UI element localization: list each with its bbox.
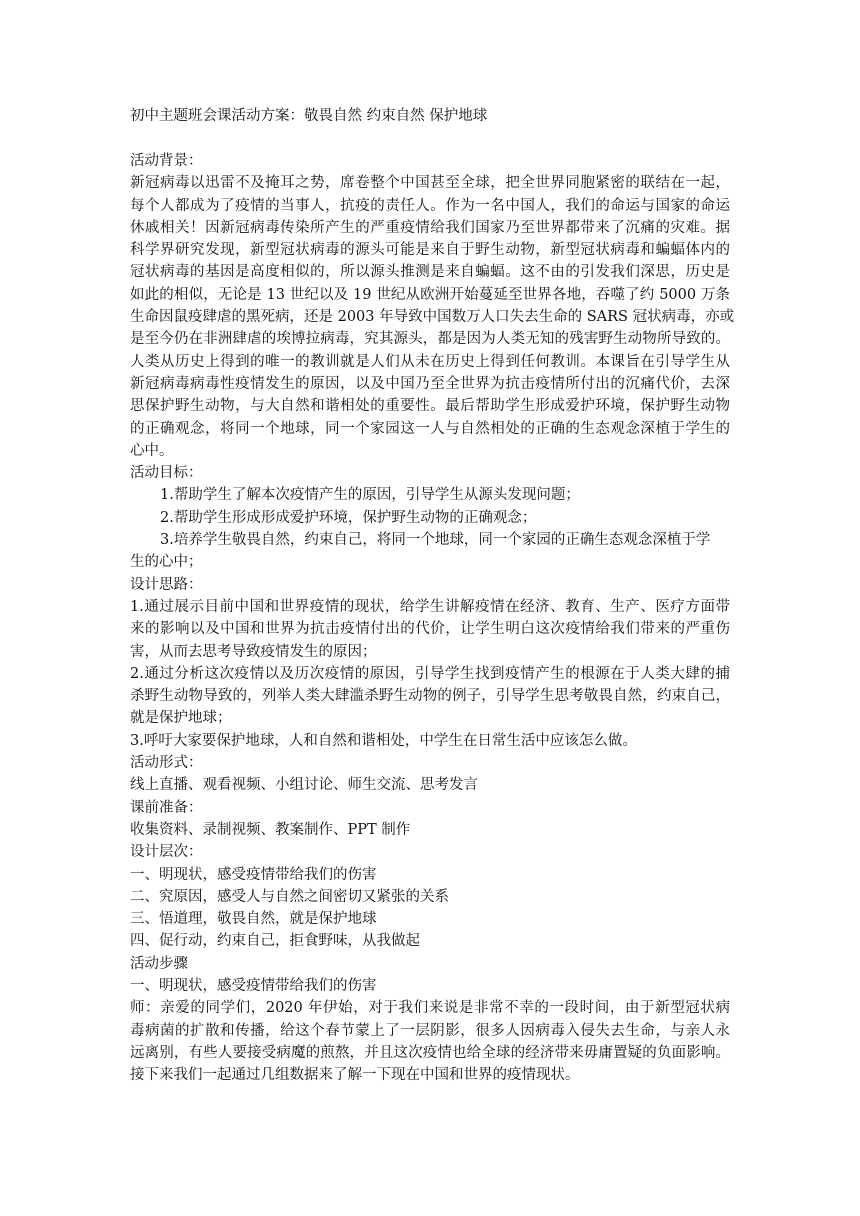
teacher-line: 师：亲爱的同学们，2020 年伊始，对于我们来说是非常不幸的一段时间，由于新型冠状病 [130, 1000, 730, 1017]
goals-heading: 活动目标： [130, 465, 203, 482]
background-line: 思保护野生动物，与大自然和谐相处的重要性。最后帮助学生形成爱护环境，保护野生动物 [130, 398, 730, 415]
prep-content: 收集资料、录制视频、教案制作、PPT 制作 [130, 821, 411, 838]
background-line: 休戚相关！因新冠病毒传染所产生的严重疫情给我们国家乃至世界都带来了沉痛的灾难。据 [130, 219, 730, 236]
teacher-line: 接下来我们一起通过几组数据来了解一下现在中国和世界的疫情现状。 [130, 1067, 580, 1084]
teacher-line: 远离别，有些人要接受病魔的煎熬，并且这次疫情也给全球的经济带来毋庸置疑的负面影响。 [130, 1044, 730, 1061]
design-line: 就是保护地球； [130, 710, 232, 727]
level-item: 四、促行动，约束自己，拒食野味，从我做起 [130, 933, 420, 950]
teacher-line: 毒病菌的扩散和传播，给这个春节蒙上了一层阴影，很多人因病毒入侵失去生命，与亲人永 [130, 1022, 730, 1039]
design-line: 杀野生动物导致的，列举人类大肆滥杀野生动物的例子，引导学生思考敬畏自然，约束自己， [130, 688, 730, 705]
background-heading: 活动背景： [130, 153, 203, 169]
design-line: 1.通过展示目前中国和世界疫情的现状，给学生讲解疫情在经济、教育、生产、医疗方面带 [130, 598, 730, 615]
document-title: 初中主题班会课活动方案：敬畏自然 约束自然 保护地球 [130, 108, 488, 124]
background-line: 是至今仍在非洲肆虐的埃博拉病毒，究其源头，都是因为人类无知的残害野生动物所导致的。 [130, 331, 730, 348]
level-item: 三、悟道理，敬畏自然，就是保护地球 [130, 911, 377, 928]
background-paragraph [130, 172, 735, 462]
level-item: 二、究原因，感受人与自然之间密切又紧张的关系 [130, 888, 449, 905]
goal-item: 3.培养学生敬畏自然，约束自己，将同一个地球，同一个家园的正确生态观念深植于学 [160, 532, 711, 549]
form-content: 线上直播、观看视频、小组讨论、师生交流、思考发言 [130, 777, 478, 794]
background-line: 新冠病毒病毒性疫情发生的原因，以及中国乃至全世界为抗击疫情所付出的沉痛代价，去深 [130, 375, 730, 392]
background-line: 冠状病毒的基因是高度相似的，所以源头推测是来自蝙蝠。这不由的引发我们深思，历史是 [130, 264, 730, 281]
form-heading: 活动形式： [130, 755, 203, 772]
document-page [130, 104, 735, 1086]
steps-subheading: 一、明现状，感受疫情带给我们的伤害 [130, 977, 377, 994]
background-line: 生命因鼠疫肆虐的黑死病，还是 2003 年导致中国数万人口失去生命的 SARS 冠状病毒，亦或 [130, 309, 735, 326]
background-line: 每个人都成为了疫情的当事人，抗疫的责任人。作为一名中国人，我们的命运与国家的命运 [130, 197, 730, 214]
level-item: 一、明现状，感受疫情带给我们的伤害 [130, 866, 377, 883]
prep-heading: 课前准备： [130, 799, 203, 816]
levels-heading: 设计层次： [130, 844, 203, 861]
goal-item: 1.帮助学生了解本次疫情产生的原因，引导学生从源头发现问题； [160, 487, 580, 504]
steps-heading: 活动步骤 [130, 955, 188, 972]
design-line: 来的影响以及中国和世界为抗击疫情付出的代价，让学生明白这次疫情给我们带来的严重伤 [130, 621, 730, 638]
goal-item: 2.帮助学生形成形成爱护环境，保护野生动物的正确观念； [160, 509, 537, 526]
design-heading: 设计思路： [130, 576, 203, 593]
design-line: 3.呼吁大家要保护地球，人和自然和谐相处，中学生在日常生活中应该怎么做。 [130, 732, 637, 749]
design-line: 2.通过分析这次疫情以及历次疫情的原因，引导学生找到疫情产生的根源在于人类大肆的捕 [130, 665, 730, 682]
background-line: 如此的相似，无论是 13 世纪以及 19 世纪从欧洲开始蔓延至世界各地，吞噬了约 5000 万条 [130, 286, 730, 303]
goal-item-continued: 生的心中； [130, 554, 203, 571]
background-line: 人类从历史上得到的唯一的教训就是人们从未在历史上得到任何教训。本课旨在引导学生从 [130, 353, 730, 370]
design-line: 害，从而去思考导致疫情发生的原因； [130, 643, 377, 660]
background-line: 科学界研究发现，新型冠状病毒的源头可能是来自于野生动物，新型冠状病毒和蝙蝠体内的 [130, 242, 730, 259]
background-line: 的正确观念，将同一个地球，同一个家园这一人与自然相处的正确的生态观念深植于学生的 [130, 420, 730, 437]
background-line: 新冠病毒以迅雷不及掩耳之势，席卷整个中国甚至全球，把全世界同胞紧密的联结在一起， [130, 175, 730, 192]
background-line: 心中。 [130, 442, 174, 459]
